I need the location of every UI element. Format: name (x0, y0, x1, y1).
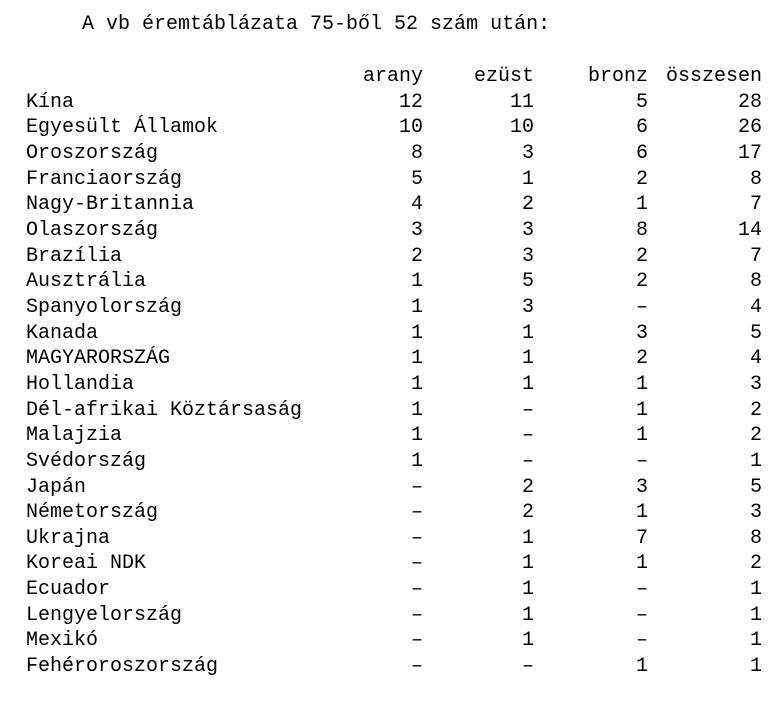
country-name: Franciaország (26, 167, 183, 191)
table-row (26, 192, 762, 218)
bronze-count: – (635, 449, 648, 473)
gold-count: 1 (410, 372, 423, 396)
silver-count: 5 (521, 270, 534, 294)
total-count: 3 (749, 372, 762, 396)
country-name: Nagy-Britannia (26, 193, 195, 217)
silver-count: – (521, 449, 534, 473)
total-count: 2 (749, 424, 762, 448)
country-name: Kanada (26, 321, 99, 345)
country-name: Koreai NDK (26, 552, 147, 576)
table-row (26, 526, 762, 552)
total-count: 2 (749, 398, 762, 422)
table-row (26, 603, 762, 629)
country-name: Oroszország (26, 141, 159, 165)
total-count: 4 (749, 347, 762, 371)
bronze-count: 1 (635, 655, 648, 679)
silver-count: 3 (521, 141, 534, 165)
silver-count: 2 (521, 193, 534, 217)
total-count: 14 (737, 218, 762, 242)
total-count: 5 (749, 321, 762, 345)
gold-count: 3 (410, 218, 423, 242)
bronze-count: 3 (635, 475, 648, 499)
header-total: összesen (665, 65, 762, 88)
table-header-row (26, 64, 762, 90)
bronze-count: 3 (635, 321, 648, 345)
gold-count: 1 (410, 270, 423, 294)
silver-count: – (521, 398, 534, 422)
medal-table-body (26, 90, 762, 680)
silver-count: 1 (521, 578, 534, 602)
silver-count: 1 (521, 347, 534, 371)
country-name: Fehéroroszország (26, 655, 219, 679)
country-name: Mexikó (26, 629, 99, 653)
table-row (26, 244, 762, 270)
gold-count: 1 (410, 398, 423, 422)
bronze-count: 1 (635, 372, 648, 396)
country-name: Németország (26, 501, 159, 525)
country-name: Spanyolország (26, 295, 183, 319)
table-row (26, 449, 762, 475)
table-row (26, 141, 762, 167)
silver-count: 2 (521, 501, 534, 525)
header-silver: ezüst (473, 65, 534, 88)
silver-count: 3 (521, 218, 534, 242)
total-count: 26 (737, 116, 762, 140)
table-row (26, 346, 762, 372)
country-name: Hollandia (26, 372, 135, 396)
silver-count: – (521, 424, 534, 448)
country-name: Egyesült Államok (26, 116, 219, 140)
gold-count: – (410, 475, 423, 499)
gold-count: 2 (410, 244, 423, 268)
silver-count: 3 (521, 244, 534, 268)
country-name: Malajzia (26, 424, 123, 448)
table-row (26, 628, 762, 654)
table-row (26, 500, 762, 526)
gold-count: – (410, 526, 423, 550)
total-count: 1 (749, 603, 762, 627)
total-count: 1 (749, 578, 762, 602)
silver-count: 1 (521, 372, 534, 396)
table-row (26, 295, 762, 321)
country-name: Lengyelország (26, 603, 183, 627)
table-row (26, 654, 762, 680)
country-name: Olaszország (26, 218, 159, 242)
table-row (26, 218, 762, 244)
total-count: 8 (749, 270, 762, 294)
table-row (26, 577, 762, 603)
gold-count: 4 (410, 193, 423, 217)
total-count: 8 (749, 167, 762, 191)
bronze-count: 2 (635, 270, 648, 294)
bronze-count: 1 (635, 398, 648, 422)
gold-count: – (410, 501, 423, 525)
silver-count: 3 (521, 295, 534, 319)
total-count: 5 (749, 475, 762, 499)
country-name: Ukrajna (26, 526, 111, 550)
bronze-count: 8 (635, 218, 648, 242)
total-count: 17 (737, 141, 762, 165)
total-count: 28 (737, 90, 762, 114)
bronze-count: 6 (635, 141, 648, 165)
header-country (26, 64, 342, 90)
table-row (26, 90, 762, 116)
gold-count: 10 (398, 116, 423, 140)
silver-count: – (521, 655, 534, 679)
country-name: Japán (26, 475, 87, 499)
bronze-count: – (635, 629, 648, 653)
bronze-count: – (635, 578, 648, 602)
gold-count: 1 (410, 424, 423, 448)
gold-count: 1 (410, 321, 423, 345)
bronze-count: 2 (635, 167, 648, 191)
gold-count: – (410, 578, 423, 602)
gold-count: – (410, 552, 423, 576)
header-bronze: bronz (587, 65, 648, 88)
bronze-count: 1 (635, 424, 648, 448)
country-name: Kína (26, 90, 75, 114)
total-count: 1 (749, 449, 762, 473)
silver-count: 10 (509, 116, 534, 140)
bronze-count: – (635, 603, 648, 627)
total-count: 2 (749, 552, 762, 576)
table-row (26, 269, 762, 295)
medal-table (26, 64, 762, 680)
table-row (26, 372, 762, 398)
country-name: Ecuador (26, 578, 111, 602)
bronze-count: 1 (635, 501, 648, 525)
table-row (26, 115, 762, 141)
total-count: 1 (749, 629, 762, 653)
table-row (26, 321, 762, 347)
country-name: Dél-afrikai Köztársaság (26, 398, 303, 422)
silver-count: 1 (521, 321, 534, 345)
page-title: A vb éremtáblázata 75-ből 52 szám után: (82, 13, 551, 36)
country-name: Svédország (26, 449, 147, 473)
silver-count: 1 (521, 526, 534, 550)
bronze-count: 7 (635, 526, 648, 550)
total-count: 1 (749, 655, 762, 679)
gold-count: – (410, 603, 423, 627)
bronze-count: 5 (635, 90, 648, 114)
gold-count: – (410, 629, 423, 653)
silver-count: 1 (521, 629, 534, 653)
gold-count: 1 (410, 449, 423, 473)
silver-count: 2 (521, 475, 534, 499)
silver-count: 1 (521, 603, 534, 627)
gold-count: 1 (410, 295, 423, 319)
total-count: 7 (749, 193, 762, 217)
bronze-count: 1 (635, 552, 648, 576)
table-row (26, 475, 762, 501)
bronze-count: 2 (635, 244, 648, 268)
silver-count: 1 (521, 552, 534, 576)
bronze-count: – (635, 295, 648, 319)
total-count: 8 (749, 526, 762, 550)
silver-count: 1 (521, 167, 534, 191)
country-name: Brazília (26, 244, 123, 268)
header-gold: arany (362, 65, 423, 88)
bronze-count: 1 (635, 193, 648, 217)
gold-count: 5 (410, 167, 423, 191)
country-name: MAGYARORSZÁG (26, 347, 171, 371)
bronze-count: 6 (635, 116, 648, 140)
table-row (26, 423, 762, 449)
table-row (26, 398, 762, 424)
gold-count: 12 (398, 90, 423, 114)
bronze-count: 2 (635, 347, 648, 371)
total-count: 4 (749, 295, 762, 319)
gold-count: 8 (410, 141, 423, 165)
table-row (26, 551, 762, 577)
total-count: 3 (749, 501, 762, 525)
silver-count: 11 (509, 90, 534, 114)
total-count: 7 (749, 244, 762, 268)
table-row (26, 167, 762, 193)
gold-count: 1 (410, 347, 423, 371)
gold-count: – (410, 655, 423, 679)
country-name: Ausztrália (26, 270, 147, 294)
